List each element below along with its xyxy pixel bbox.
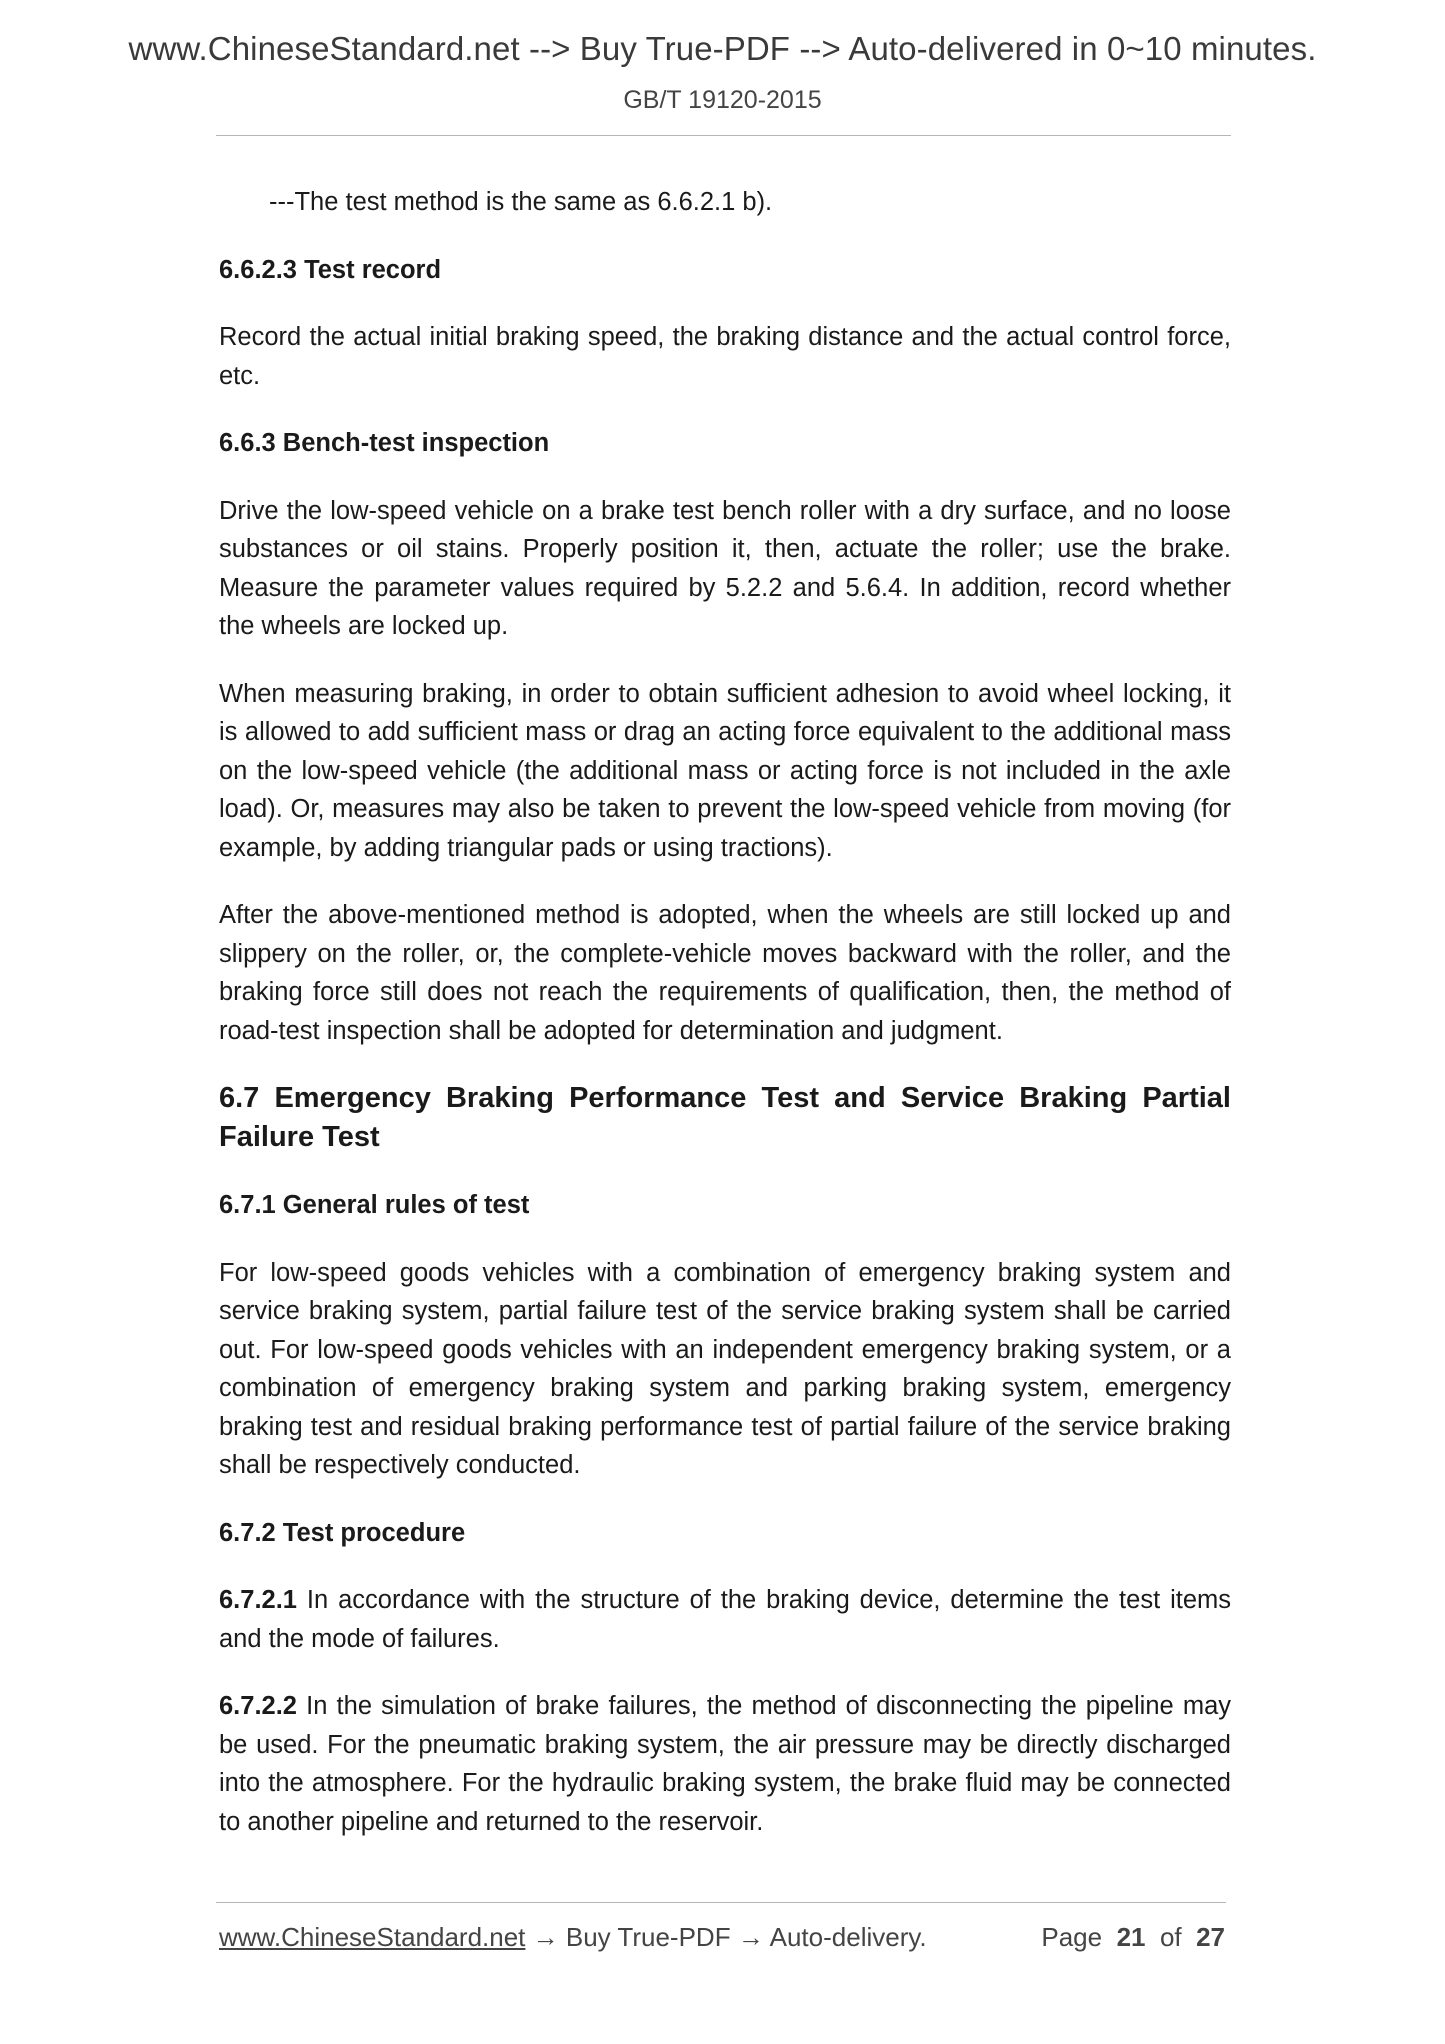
paragraph-6-7-1: For low-speed goods vehicles with a combination of emergency braking system and service braking system, partial failure test of the service braking system shall be carried out. For low-speed goods vehicles with an independent emergency braking system, or a combination of emergency braking system and parking braking system, emergency braking test and residual braking performance test of partial failure of the service braking shall be respectively conducted. (219, 1258, 1231, 1479)
clause-text: In accordance with the structure of the braking device, determine the test items and the mode of failures. (219, 1586, 1231, 1653)
buy-text: Buy True-PDF (565, 1922, 731, 1952)
intro-line: ---The test method is the same as 6.6.2.1 b). (269, 188, 773, 216)
heading-6-6-2-3: 6.6.2.3 Test record (219, 255, 442, 284)
site-link[interactable]: www.ChineseStandard.net (219, 1922, 526, 1952)
heading-6-7-1: 6.7.1 General rules of test (219, 1191, 530, 1219)
clause-6-7-2-1 (219, 1581, 1231, 1658)
page-indicator (1041, 1922, 1225, 1953)
delivery-text: Auto-delivery. (769, 1922, 927, 1952)
footer-promo (219, 1922, 927, 1953)
header-divider (216, 135, 1231, 136)
heading-6-7: 6.7 Emergency Braking Performance Test and Service Braking Partial Failure Test (219, 1082, 1231, 1153)
document-body (219, 183, 1231, 1870)
standard-code: GB/T 19120-2015 (623, 86, 822, 114)
clause-number: 6.7.2.1 (219, 1586, 297, 1614)
heading-6-7-2: 6.7.2 Test procedure (219, 1518, 466, 1547)
of-label: of (1159, 1922, 1182, 1952)
arrow-right-icon: → (737, 1922, 764, 1952)
clause-6-7-2-2 (219, 1687, 1231, 1841)
footer-divider (216, 1902, 1226, 1903)
heading-6-6-3: 6.6.3 Bench-test inspection (219, 429, 550, 457)
paragraph-6-6-2-3: Record the actual initial braking speed, the braking distance and the actual control force, etc. (219, 323, 1231, 390)
clause-number: 6.7.2.2 (219, 1692, 297, 1720)
current-page: 21 (1116, 1922, 1146, 1952)
paragraph-6-6-3-1: Drive the low-speed vehicle on a brake test bench roller with a dry surface, and no loose substances or oil stains. Properly position it, then, actuate the roller; use the brake. Measure the parameter values required by 5.2.2 and 5.6.4. In addition, record whether the wheels are locked up. (219, 496, 1231, 640)
header-banner: www.ChineseStandard.net --> Buy True-PDF --> Auto-delivered in 0~10 minutes. (128, 30, 1317, 67)
paragraph-6-6-3-3: After the above-mentioned method is adopted, when the wheels are still locked up and slippery on the roller, or, the complete-vehicle moves backward with the roller, and the braking force still does not reach the requirements of qualification, then, the method of road-test inspection shall be adopted for determination and judgment. (219, 901, 1231, 1045)
total-pages: 27 (1196, 1922, 1225, 1952)
arrow-right-icon: → (532, 1922, 559, 1952)
paragraph-6-6-3-2: When measuring braking, in order to obtain sufficient adhesion to avoid wheel locking, it is allowed to add sufficient mass or drag an acting force equivalent to the additional mass on the low-speed vehicle (the additional mass or acting force is not included in the axle load). Or, measures may also be taken to prevent the low-speed vehicle from moving (for example, by adding triangular pads or using tractions). (219, 679, 1231, 862)
clause-text: In the simulation of brake failures, the method of disconnecting the pipeline may be used. For the pneumatic braking system, the air pressure may be directly discharged into the atmosphere. For the hydraulic braking system, the brake fluid may be connected to another pipeline and returned to the reservoir. (219, 1692, 1231, 1836)
page-label: Page (1041, 1922, 1103, 1952)
